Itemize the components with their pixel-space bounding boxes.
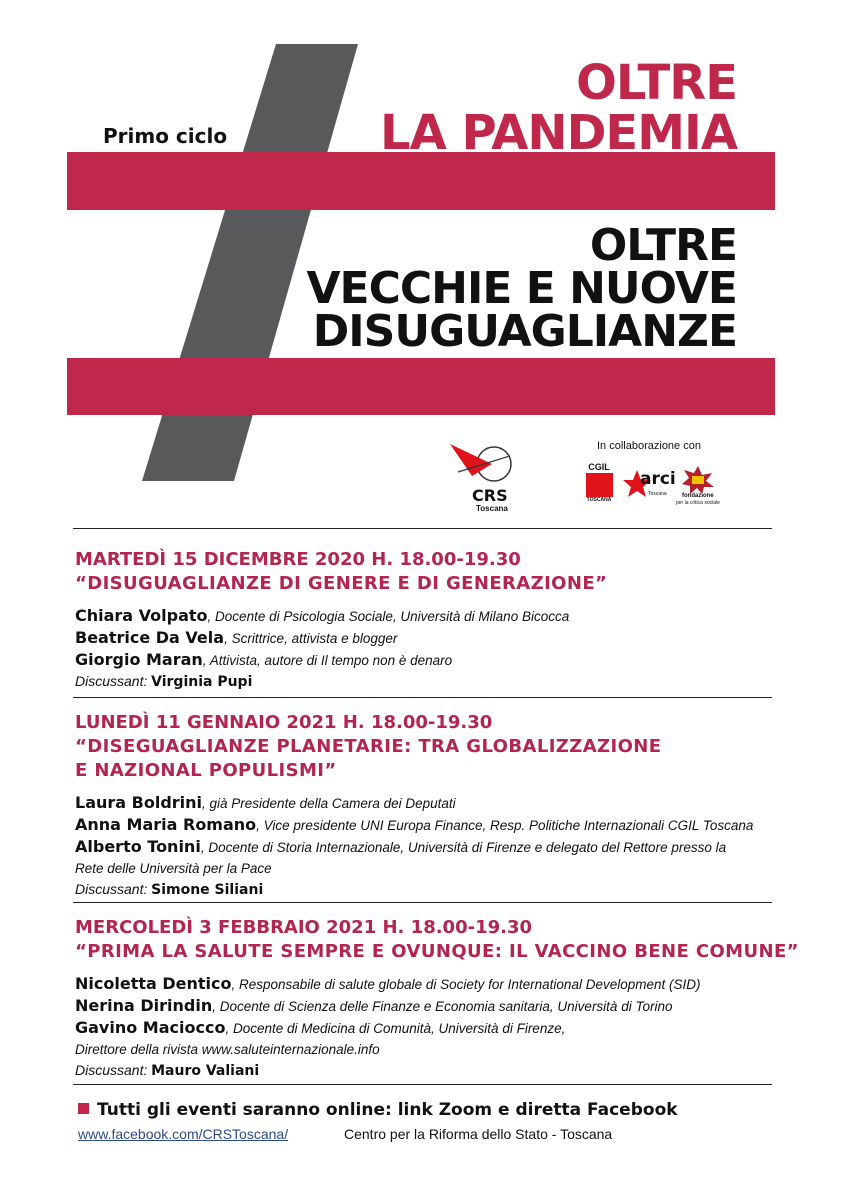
discussant-name: Mauro Valiani (151, 1063, 260, 1079)
subtitle-line-3: DISUGUAGLIANZE (312, 306, 737, 357)
speaker-role: , già Presidente della Camera dei Deputati (202, 796, 456, 811)
speaker-role: , Scrittrice, attivista e blogger (224, 631, 398, 646)
divider-4 (73, 1084, 772, 1085)
fondazione-star-icon (680, 465, 716, 495)
speaker-role: , Responsabile di salute globale di Society for International Development (SID) (231, 977, 701, 992)
fondazione-logo-subtext: per la critica sociale (676, 500, 720, 506)
red-band-bottom (67, 358, 775, 415)
subtitle-line-1: OLTRE (589, 220, 737, 271)
discussant-label: Discussant: (75, 673, 148, 689)
fondazione-logo (676, 465, 732, 507)
event-3-date: MERCOLEDÌ 3 FEBBRAIO 2021 H. 18.00-19.30 (75, 917, 533, 938)
event-2-date: LUNEDÌ 11 GENNAIO 2021 H. 18.00-19.30 (75, 712, 493, 733)
speaker-name: Beatrice Da Vela (75, 628, 225, 647)
event-2-title-line-1: “DISEGUAGLIANZE PLANETARIE: TRA GLOBALIZZAZIONE (75, 736, 662, 757)
crs-logo (448, 438, 528, 518)
speaker-role: , Docente di Medicina di Comunità, Università di Firenze, (225, 1021, 566, 1036)
cgil-logo-subtext: TOSCANA (586, 497, 612, 503)
speaker-name: Alberto Tonini (75, 837, 201, 856)
event-2 (75, 711, 753, 901)
speaker-role-cont: Direttore della rivista www.saluteinternazionale.info (75, 1042, 380, 1057)
speaker-name: Giorgio Maran (75, 650, 203, 669)
event-2-speaker-1 (75, 792, 753, 814)
discussant-name: Virginia Pupi (151, 674, 253, 690)
arci-logo-subtext: Toscana (648, 491, 667, 497)
online-notice (78, 1100, 678, 1120)
cgil-logo-text: CGIL (588, 462, 610, 472)
event-3-speaker-3-cont (75, 1039, 799, 1060)
bullet-square-icon (78, 1103, 89, 1114)
discussant-label: Discussant: (75, 881, 148, 897)
facebook-link[interactable]: www.facebook.com/CRSToscana/ (78, 1126, 289, 1142)
event-1-speaker-1 (75, 605, 607, 627)
event-1 (75, 548, 607, 693)
event-2-speaker-3 (75, 836, 753, 858)
event-3-speaker-3 (75, 1017, 799, 1039)
speaker-role: , Attivista, autore di Il tempo non è denaro (202, 653, 453, 668)
event-3-title: “PRIMA LA SALUTE SEMPRE E OVUNQUE: IL VACCINO BENE COMUNE” (75, 941, 799, 962)
divider-2 (73, 697, 772, 698)
crs-logo-icon (448, 438, 528, 488)
cycle-label: Primo ciclo (103, 124, 228, 148)
speaker-name: Laura Boldrini (75, 793, 203, 812)
cgil-red-square (586, 473, 613, 497)
speaker-name: Nicoletta Dentico (75, 974, 232, 993)
event-3-speaker-2 (75, 995, 799, 1017)
speaker-role: , Docente di Storia Internazionale, Università di Firenze e delegato del Rettore presso la (200, 840, 727, 855)
speaker-name: Nerina Dirindin (75, 996, 213, 1015)
online-notice-text: Tutti gli eventi saranno online: link Zoom e diretta Facebook (97, 1100, 678, 1120)
event-3-speaker-1 (75, 973, 799, 995)
event-3-discussant (75, 1060, 799, 1082)
speaker-name: Anna Maria Romano (75, 815, 257, 834)
organization-name: Centro per la Riforma dello Stato - Toscana (344, 1126, 613, 1142)
main-title-line-2: LA PANDEMIA (380, 105, 737, 161)
event-2-speaker-3-cont (75, 858, 753, 879)
speaker-name: Chiara Volpato (75, 606, 208, 625)
subtitle-line-2: VECCHIE E NUOVE (306, 263, 737, 314)
subtitle (306, 220, 737, 357)
event-1-title: “DISUGUAGLIANZE DI GENERE E DI GENERAZIONE” (75, 573, 608, 594)
divider-1 (73, 528, 772, 529)
event-2-title-line-2: E NAZIONAL POPULISMI” (75, 760, 337, 781)
event-2-speaker-2 (75, 814, 753, 836)
discussant-label: Discussant: (75, 1062, 148, 1078)
crs-logo-text: CRS (472, 486, 508, 505)
event-2-discussant (75, 879, 753, 901)
event-1-speaker-3 (75, 649, 607, 671)
main-title-line-1: OLTRE (576, 55, 737, 111)
event-1-discussant (75, 671, 607, 693)
event-3 (75, 916, 799, 1082)
arci-logo-text: arci (640, 469, 676, 489)
main-title (380, 55, 737, 161)
speaker-name: Gavino Maciocco (75, 1018, 226, 1037)
speaker-role: , Docente di Scienza delle Finanze e Economia sanitaria, Università di Torino (212, 999, 673, 1014)
event-1-speaker-2 (75, 627, 607, 649)
cgil-logo (583, 462, 615, 507)
discussant-name: Simone Siliani (151, 882, 264, 898)
fondazione-logo-text: fondazione (682, 493, 714, 499)
divider-3 (73, 902, 772, 903)
speaker-role: , Vice presidente UNI Europa Finance, Resp. Politiche Internazionali CGIL Toscana (256, 818, 754, 833)
speaker-role: , Docente di Psicologia Sociale, Università di Milano Bicocca (207, 609, 570, 624)
arci-logo (622, 465, 674, 505)
speaker-role-cont: Rete delle Università per la Pace (75, 861, 272, 876)
collab-label: In collaborazione con (597, 440, 701, 452)
crs-logo-subtext: Toscana (476, 504, 508, 513)
event-1-date: MARTEDÌ 15 DICEMBRE 2020 H. 18.00-19.30 (75, 549, 521, 570)
